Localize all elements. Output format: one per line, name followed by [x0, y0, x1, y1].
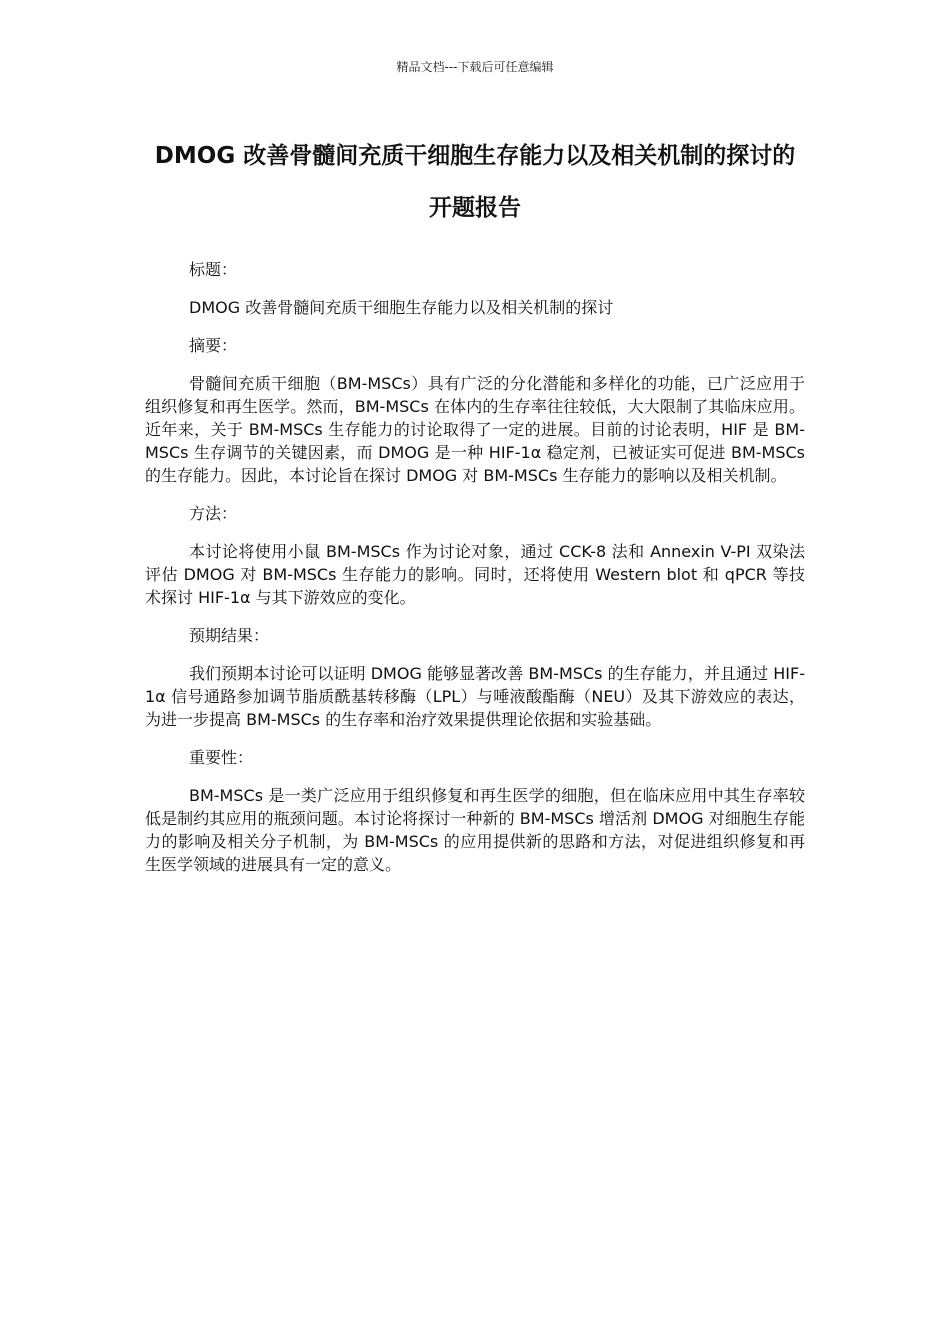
title-text: DMOG 改善骨髓间充质干细胞生存能力以及相关机制的探讨	[189, 298, 614, 317]
significance-label: 重要性：	[189, 748, 254, 767]
methods-paragraph: 本讨论将使用小鼠 BM-MSCs 作为讨论对象，通过 CCK-8 法和 Annexin V-PI 双染法评估 DMOG 对 BM-MSCs 生存能力的影响。同时，还将使用 Western blot 和 qPCR 等技术探讨 HIF-1α 与其下游效应的变化。	[145, 542, 805, 607]
expected-results-label: 预期结果：	[189, 626, 270, 645]
significance-paragraph: BM-MSCs 是一类广泛应用于组织修复和再生医学的细胞，但在临床应用中其生存率较低是制约其应用的瓶颈问题。本讨论将探讨一种新的 BM-MSCs 增活剂 DMOG 对细胞生存能力的影响及相关分子机制，为 BM-MSCs 的应用提供新的思路和方法，对促进组织修复和再生医学领域的进展具有一定的意义。	[145, 786, 805, 874]
abstract-label: 摘要：	[189, 336, 238, 355]
abstract-paragraph: 骨髓间充质干细胞（BM-MSCs）具有广泛的分化潜能和多样化的功能，已广泛应用于组织修复和再生医学。然而，BM-MSCs 在体内的生存率往往较低，大大限制了其临床应用。近年来，关于 BM-MSCs 生存能力的讨论取得了一定的进展。目前的讨论表明，HIF 是 BM-MSCs 生存调节的关键因素，而 DMOG 是一种 HIF-1α 稳定剂，已被证实可促进 BM-MSCs 的生存能力。因此，本讨论旨在探讨 DMOG 对 BM-MSCs 生存能力的影响以及相关机制。	[145, 374, 805, 485]
title-label: 标题：	[189, 260, 238, 279]
header-note: 精品文档---下载后可任意编辑	[396, 60, 554, 74]
expected-results-paragraph: 我们预期本讨论可以证明 DMOG 能够显著改善 BM-MSCs 的生存能力，并且通过 HIF-1α 信号通路参加调节脂质酰基转移酶（LPL）与唾液酸酯酶（NEU）及其下游效应的表达，为进一步提高 BM-MSCs 的生存率和治疗效果提供理论依据和实验基础。	[145, 664, 805, 729]
methods-label: 方法：	[189, 504, 238, 523]
document-body	[145, 258, 805, 891]
document-title: DMOG 改善骨髓间充质干细胞生存能力以及相关机制的探讨的开题报告	[154, 143, 796, 221]
